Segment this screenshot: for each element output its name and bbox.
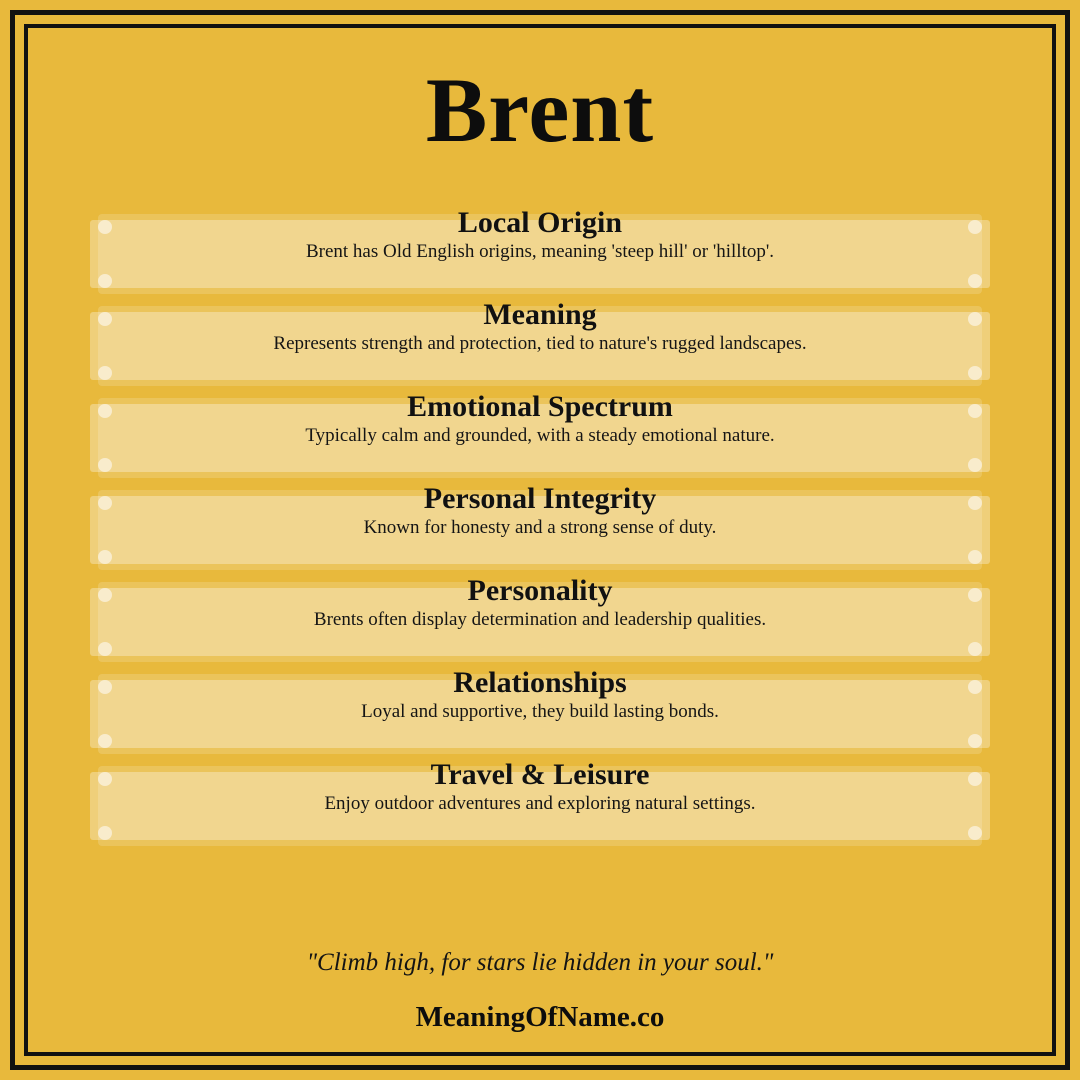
card-stud-icon: [968, 274, 982, 288]
card-description: Typically calm and grounded, with a steady emotional nature.: [305, 425, 775, 446]
card-description: Represents strength and protection, tied to nature's rugged landscapes.: [273, 333, 807, 354]
card-description: Enjoy outdoor adventures and exploring natural settings.: [324, 793, 756, 814]
card-text: [90, 758, 990, 815]
sections-list: [90, 206, 990, 858]
card-stud-icon: [968, 826, 982, 840]
section-card-personality: [90, 574, 990, 662]
card-stud-icon: [968, 734, 982, 748]
card-stud-icon: [98, 274, 112, 288]
card-text: [90, 390, 990, 447]
card-title: Personal Integrity: [423, 482, 657, 515]
section-card-relationships: [90, 666, 990, 754]
card-stud-icon: [98, 826, 112, 840]
quote-text: "Climb high, for stars lie hidden in your soul.": [306, 949, 774, 976]
card-stud-icon: [98, 366, 112, 380]
card-stud-icon: [968, 642, 982, 656]
card-description: Brent has Old English origins, meaning 'steep hill' or 'hilltop'.: [305, 241, 775, 262]
card-text: [90, 482, 990, 539]
card-description: Brents often display determination and leadership qualities.: [313, 609, 767, 630]
card-title: Meaning: [483, 298, 597, 331]
poster-content: [28, 28, 1052, 1052]
card-stud-icon: [968, 458, 982, 472]
section-card-travel-leisure: [90, 758, 990, 846]
section-card-meaning: [90, 298, 990, 386]
card-title: Emotional Spectrum: [407, 390, 673, 423]
card-description: Known for honesty and a strong sense of duty.: [363, 517, 717, 538]
card-stud-icon: [968, 550, 982, 564]
card-stud-icon: [98, 550, 112, 564]
page-title: Brent: [425, 59, 655, 161]
card-text: [90, 574, 990, 631]
brand-name: MeaningOfName.co: [415, 1001, 665, 1033]
inner-border: [24, 24, 1056, 1056]
card-title: Personality: [467, 574, 613, 607]
card-description: Loyal and supportive, they build lasting bonds.: [361, 701, 719, 722]
card-text: [90, 666, 990, 723]
section-card-emotional-spectrum: [90, 390, 990, 478]
card-title: Local Origin: [457, 206, 623, 239]
poster-footer: [90, 949, 990, 1052]
section-card-personal-integrity: [90, 482, 990, 570]
card-stud-icon: [98, 642, 112, 656]
card-stud-icon: [98, 734, 112, 748]
card-title: Relationships: [453, 666, 627, 699]
card-title: Travel & Leisure: [430, 758, 650, 791]
section-card-local-origin: [90, 206, 990, 294]
card-text: [90, 298, 990, 355]
card-text: [90, 206, 990, 263]
card-stud-icon: [98, 458, 112, 472]
card-stud-icon: [968, 366, 982, 380]
